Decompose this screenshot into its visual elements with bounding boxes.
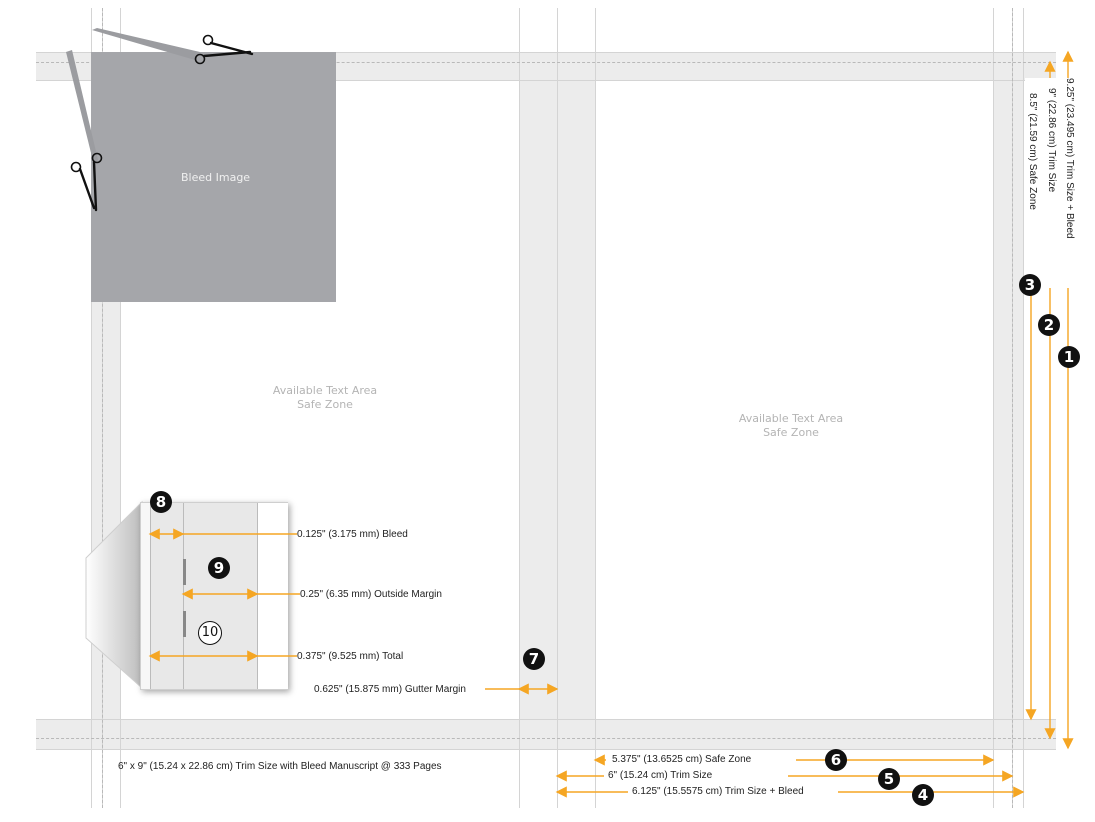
horizontal-label-safe: 5.375" (13.6525 cm) Safe Zone [612, 754, 752, 765]
horizontal-label-trim-bleed: 6.125" (15.5575 cm) Trim Size + Bleed [632, 786, 804, 797]
vertical-label-safe: 8.5" (21.59 cm) Safe Zone [1027, 93, 1038, 210]
badge-3: 3 [1019, 274, 1041, 296]
badge-5: 5 [878, 768, 900, 790]
detail-label-total: 0.375" (9.525 mm) Total [297, 651, 404, 662]
horizontal-label-trim: 6" (15.24 cm) Trim Size [608, 770, 713, 781]
badge-2: 2 [1038, 314, 1060, 336]
detail-label-gutter: 0.625" (15.875 mm) Gutter Margin [314, 684, 466, 695]
page-caption: 6" x 9" (15.24 x 22.86 cm) Trim Size with Bleed Manuscript @ 333 Pages [118, 761, 442, 772]
badge-10: 10 [198, 621, 222, 645]
badge-6: 6 [825, 749, 847, 771]
vertical-label-trim-bleed: 9.25" (23.495 cm) Trim Size + Bleed [1064, 78, 1075, 239]
badge-1: 1 [1058, 346, 1080, 368]
safe-zone-left-line2: Safe Zone [297, 398, 353, 411]
vertical-label-trim: 9" (22.86 cm) Trim Size [1046, 88, 1057, 193]
badge-4: 4 [912, 784, 934, 806]
badge-8: 8 [150, 491, 172, 513]
safe-zone-right-line2: Safe Zone [763, 426, 819, 439]
safe-zone-left-line1: Available Text Area [272, 384, 378, 397]
safe-zone-right-line1: Available Text Area [738, 412, 844, 425]
badge-7: 7 [523, 648, 545, 670]
detail-label-outside-margin: 0.25" (6.35 mm) Outside Margin [300, 589, 442, 600]
bleed-image-label: Bleed Image [181, 171, 251, 184]
badge-9: 9 [208, 557, 230, 579]
detail-label-bleed: 0.125" (3.175 mm) Bleed [297, 529, 408, 540]
